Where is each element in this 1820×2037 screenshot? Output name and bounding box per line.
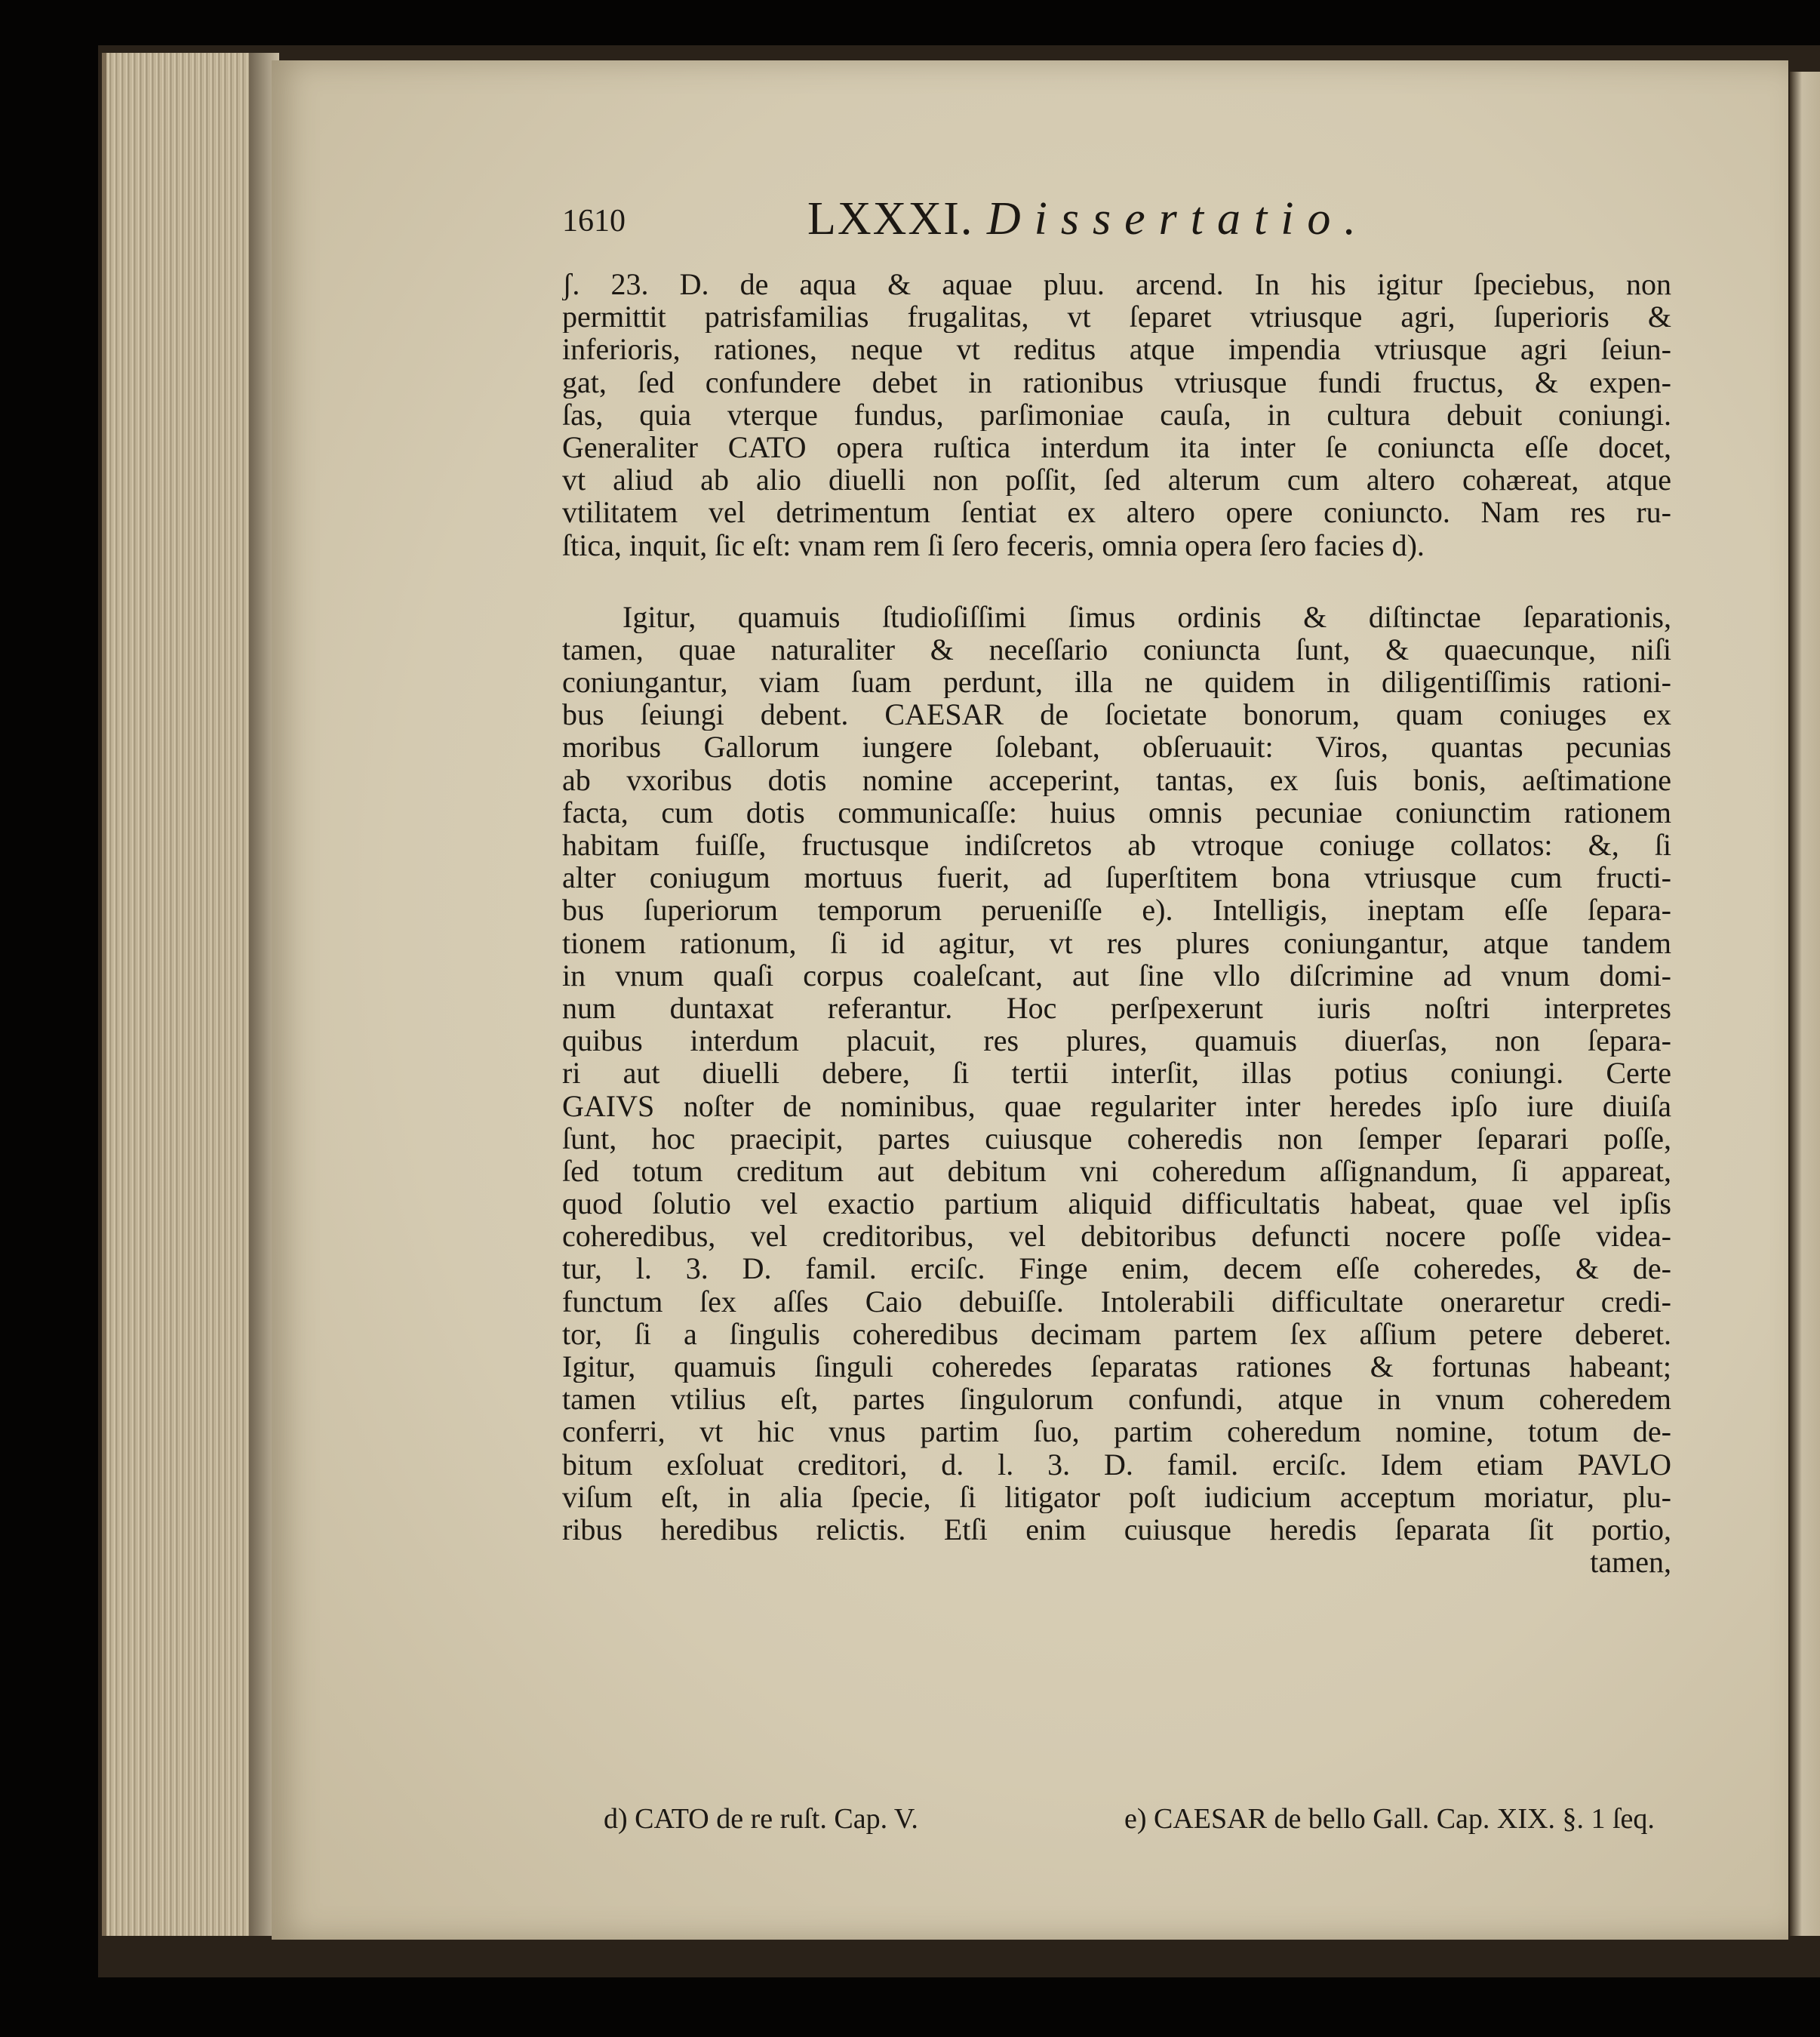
running-title — [807, 192, 1370, 246]
text-line: permittit patrisfamilias frugalitas, vt ſeparet vtriusque agri, ſuperioris & — [562, 300, 1671, 334]
text-line: tionem rationum, ſi id agitur, vt res plures coniungantur, atque tandem — [562, 926, 1671, 959]
text-line: ab vxoribus dotis nomine acceperint, tantas, ex ſuis bonis, aeſtimatione — [562, 763, 1671, 796]
text-line: coniungantur, viam ſuam perdunt, illa ne quidem in diligentiſſimis rationi- — [562, 666, 1671, 699]
paragraph-gap — [562, 562, 1671, 601]
footnote-d: d) CATO de re ruſt. Cap. V. — [604, 1803, 918, 1835]
running-title-word: Dissertatio. — [986, 193, 1370, 245]
text-line: ri aut diuelli debere, ſi tertii interſit, illas potius coniungi. Certe — [562, 1057, 1671, 1090]
text-line: ſas, quia vterque fundus, parſimoniae cauſa, in cultura debuit coniungi. — [562, 398, 1671, 431]
text-line: Generaliter CATO opera ruſtica interdum ita inter ſe coniuncta eſſe docet, — [562, 430, 1671, 464]
text-line: functum ſex aſſes Caio debuiſſe. Intolerabili difficultate oneraretur credi- — [562, 1285, 1671, 1318]
text-line: ribus heredibus relictis. Etſi enim cuiusque heredis ſeparata ſit portio, — [562, 1512, 1671, 1546]
text-line: conferri, vt hic vnus partim ſuo, partim coheredum nomine, totum de- — [562, 1415, 1671, 1448]
text-line: GAIVS noſter de nominibus, quae regulariter inter heredes ipſo iure diuiſa — [562, 1089, 1671, 1122]
text-line: bus ſuperiorum temporum perueniſſe e). Intelligis, ineptam eſſe ſepara- — [562, 894, 1671, 927]
catchword: tamen, — [1590, 1546, 1671, 1579]
text-line: inferioris, rationes, neque vt reditus atque impendia vtriusque agri ſeiun- — [562, 333, 1671, 366]
text-line: coheredibus, vel creditoribus, vel debitoribus defuncti nocere poſſe videa- — [562, 1220, 1671, 1253]
text-line: tor, ſi a ſingulis coheredibus decimam partem ſex aſſium petere deberet. — [562, 1317, 1671, 1350]
text-line: ʃ. 23. D. de aqua & aquae pluu. arcend. In his igitur ſpeciebus, non — [562, 268, 1671, 301]
text-line: tamen vtilius eſt, partes ſingulorum confundi, atque in vnum coheredem — [562, 1383, 1671, 1416]
text-line: moribus Gallorum iungere ſolebant, obſeruauit: Viros, quantas pecunias — [562, 731, 1671, 764]
text-line: ſed totum creditum aut debitum vni coheredum aſſignandum, ſi appareat, — [562, 1154, 1671, 1188]
running-header — [562, 192, 1671, 245]
text-line: vt aliud ab alio diuelli non poſſit, ſed alterum cum altero cohæreat, atque — [562, 463, 1671, 497]
page-number: 1610 — [562, 204, 626, 238]
text-line: alter coniugum mortuus fuerit, ad ſuperſtitem bona vtriusque cum fructi- — [562, 861, 1671, 894]
text-line: num duntaxat referantur. Hoc perſpexerunt iuris noſtri interpretes — [562, 991, 1671, 1025]
text-line: facta, cum dotis communicaſſe: huius omnis pecuniae coniunctim rationem — [562, 795, 1671, 829]
text-line: vtilitatem vel detrimentum ſentiat ex altero opere coniuncto. Nam res ru- — [562, 496, 1671, 529]
text-line: quibus interdum placuit, res plures, quamuis diuerſas, non ſepara- — [562, 1024, 1671, 1057]
running-title-number: LXXXI. — [807, 193, 974, 245]
text-line: tur, l. 3. D. famil. erciſc. Finge enim, decem eſſe coheredes, & de- — [562, 1252, 1671, 1285]
text-line: bus ſeiungi debent. CAESAR de ſocietate bonorum, quam coniuges ex — [562, 698, 1671, 731]
text-line: tamen, quae naturaliter & neceſſario coniuncta ſunt, & quaecunque, niſi — [562, 632, 1671, 666]
text-line: quod ſolutio vel exactio partium aliquid difficultatis habeat, quae vel ipſis — [562, 1187, 1671, 1220]
page-edges — [102, 53, 254, 1936]
footnote-e: e) CAESAR de bello Gall. Cap. XIX. §. 1 ſeq. — [1124, 1803, 1655, 1835]
text-line: ſunt, hoc praecipit, partes cuiusque coheredis non ſemper ſeparari poſſe, — [562, 1122, 1671, 1155]
text-line: in vnum quaſi corpus coaleſcant, aut ſine vllo diſcrimine ad vnum domi- — [562, 958, 1671, 992]
text-line: viſum eſt, in alia ſpecie, ſi litigator poſt iudicium acceptum moriatur, plu- — [562, 1480, 1671, 1513]
text-line: ſtica, inquit, ſic eſt: vnam rem ſi ſero feceris, omnia opera ſero facies d). — [562, 528, 1425, 562]
text-line: bitum exſoluat creditori, d. l. 3. D. famil. erciſc. Idem etiam PAVLO — [562, 1448, 1671, 1481]
text-line: gat, ſed confundere debet in rationibus vtriusque fundi fructus, & expen- — [562, 365, 1671, 398]
text-line: habitam fuiſſe, fructusque indiſcretos ab vtroque coniuge collatos: &, ſi — [562, 829, 1671, 862]
body-text — [562, 268, 1671, 1578]
text-line: Igitur, quamuis ſinguli coheredes ſeparatas rationes & fortunas habeant; — [562, 1350, 1671, 1383]
footnotes — [562, 1796, 1671, 1842]
text-line: Igitur, quamuis ſtudioſiſſimi ſimus ordinis & diſtinctae ſeparationis, — [623, 600, 1671, 633]
facing-page-edge — [1790, 72, 1820, 1936]
